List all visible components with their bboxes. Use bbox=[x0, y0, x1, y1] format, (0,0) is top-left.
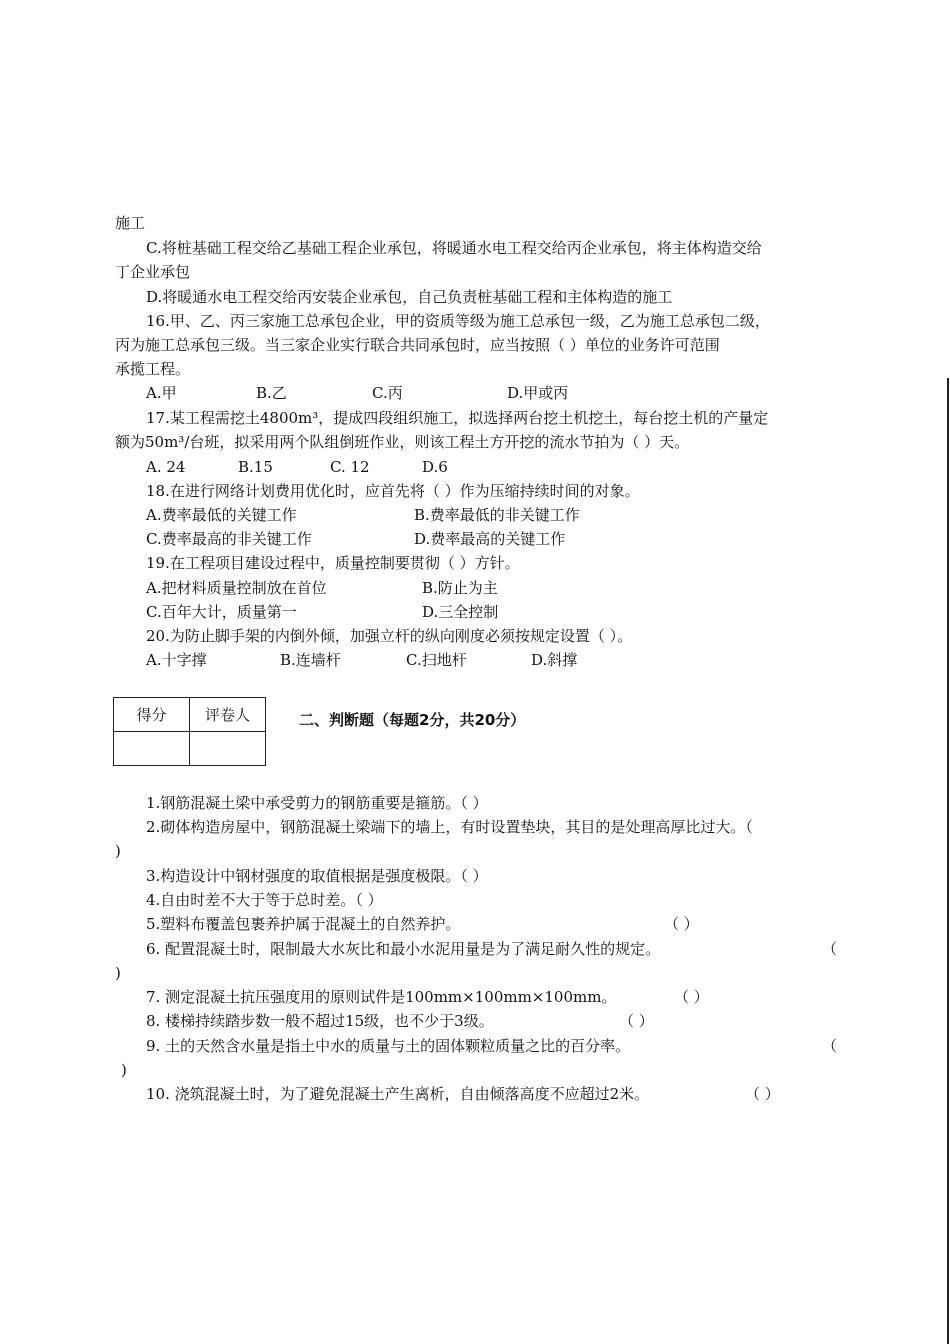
q20-option-c: C.扫地杆 bbox=[406, 651, 467, 669]
q16-stem-line2: 丙为施工总承包三级。当三家企业实行联合共同承包时，应当按照（ ）单位的业务许可范围 bbox=[115, 336, 720, 354]
q19-option-d: D.三全控制 bbox=[422, 603, 499, 621]
q16-option-a: A.甲 bbox=[146, 384, 177, 402]
tf-item-5-blank: （ ） bbox=[664, 915, 699, 933]
tf-item-2-close: ) bbox=[115, 842, 121, 860]
q18-option-c: C.费率最高的非关键工作 bbox=[146, 530, 312, 548]
q19-option-b: B.防止为主 bbox=[422, 579, 498, 597]
q20-option-a: A.十字撑 bbox=[146, 651, 207, 669]
q16-stem-line1: 16.甲、乙、丙三家施工总承包企业，甲的资质等级为施工总承包一级，乙为施工总承包二级， bbox=[146, 312, 770, 330]
q19-option-c: C.百年大计，质量第一 bbox=[146, 603, 297, 621]
section-title-true-false: 二、判断题（每题2分，共20分） bbox=[299, 711, 526, 729]
tf-item-6-open: （ bbox=[822, 940, 838, 958]
tf-item-1: 1.钢筋混凝土梁中承受剪力的钢筋重要是箍筋。（ ） bbox=[146, 794, 488, 812]
q20-stem: 20.为防止脚手架的内倒外倾，加强立杆的纵向刚度必须按规定设置（ ）。 bbox=[146, 627, 633, 645]
q17-option-b: B.15 bbox=[238, 458, 273, 476]
q18-option-b: B.费率最低的非关键工作 bbox=[414, 506, 580, 524]
tf-item-4: 4.自由时差不大于等于总时差。（ ） bbox=[146, 891, 383, 909]
q18-stem: 18.在进行网络计划费用优化时，应首先将（ ）作为压缩持续时间的对象。 bbox=[146, 482, 640, 500]
q20-option-d: D.斜撑 bbox=[531, 651, 578, 669]
tf-item-5: 5.塑料布覆盖包裹养护属于混凝土的自然养护。 bbox=[146, 915, 461, 933]
tf-item-7-blank: （ ） bbox=[674, 988, 709, 1006]
carry-over-text: 施工 bbox=[115, 214, 146, 232]
tf-item-9-open: （ bbox=[822, 1037, 838, 1055]
tf-item-10: 10. 浇筑混凝土时，为了避免混凝土产生离析，自由倾落高度不应超过2米。 bbox=[146, 1085, 650, 1103]
q18-option-d: D.费率最高的关键工作 bbox=[414, 530, 566, 548]
q19-option-a: A.把材料质量控制放在首位 bbox=[146, 579, 327, 597]
tf-item-6-close: ) bbox=[115, 964, 121, 982]
q15-option-c-line2: 丁企业承包 bbox=[115, 263, 191, 281]
right-margin-rule bbox=[947, 378, 949, 1344]
q17-stem-line2: 额为50m³/台班，拟采用两个队组倒班作业，则该工程土方开挖的流水节拍为（ ）天。 bbox=[115, 433, 690, 451]
q15-option-c-line1: C.将桩基础工程交给乙基础工程企业承包，将暖通水电工程交给丙企业承包，将主体构造交给 bbox=[146, 239, 762, 257]
grader-cell[interactable] bbox=[190, 732, 266, 766]
q18-option-a: A.费率最低的关键工作 bbox=[146, 506, 297, 524]
tf-item-8: 8. 楼梯持续踏步数一般不超过15级，也不少于3级。 bbox=[146, 1012, 494, 1030]
q17-option-a: A. 24 bbox=[146, 458, 186, 476]
q16-option-d: D.甲或丙 bbox=[507, 384, 569, 402]
q16-stem-line3: 承揽工程。 bbox=[115, 360, 191, 378]
q17-stem-line1: 17.某工程需挖土4800m³，提成四段组织施工，拟选择两台挖土机挖土，每台挖土机的产量定 bbox=[146, 409, 769, 427]
q16-option-b: B.乙 bbox=[256, 384, 287, 402]
tf-item-10-blank: （ ） bbox=[745, 1085, 780, 1103]
tf-item-2: 2.砌体构造房屋中，钢筋混凝土梁端下的墙上，有时设置垫块，其目的是处理高厚比过大。（ bbox=[146, 818, 753, 836]
grader-label: 评卷人 bbox=[190, 698, 266, 732]
q15-option-d: D.将暖通水电工程交给丙安装企业承包，自己负责桩基础工程和主体构造的施工 bbox=[146, 288, 673, 306]
score-table bbox=[113, 697, 266, 766]
tf-item-9-close: ) bbox=[121, 1061, 127, 1079]
tf-item-6: 6. 配置混凝土时，限制最大水灰比和最小水泥用量是为了满足耐久性的规定。 bbox=[146, 940, 661, 958]
tf-item-9: 9. 土的天然含水量是指土中水的质量与土的固体颗粒质量之比的百分率。 bbox=[146, 1037, 631, 1055]
score-label: 得分 bbox=[114, 698, 190, 732]
score-cell[interactable] bbox=[114, 732, 190, 766]
q17-option-d: D.6 bbox=[422, 458, 448, 476]
q16-option-c: C.丙 bbox=[372, 384, 403, 402]
tf-item-7: 7. 测定混凝土抗压强度用的原则试件是100mm×100mm×100mm。 bbox=[146, 988, 617, 1006]
tf-item-3: 3.构造设计中钢材强度的取值根据是强度极限。（ ） bbox=[146, 867, 488, 885]
tf-item-8-blank: （ ） bbox=[619, 1012, 654, 1030]
q19-stem: 19.在工程项目建设过程中，质量控制要贯彻（ ）方针。 bbox=[146, 554, 520, 572]
q17-option-c: C. 12 bbox=[330, 458, 370, 476]
q20-option-b: B.连墙杆 bbox=[280, 651, 341, 669]
